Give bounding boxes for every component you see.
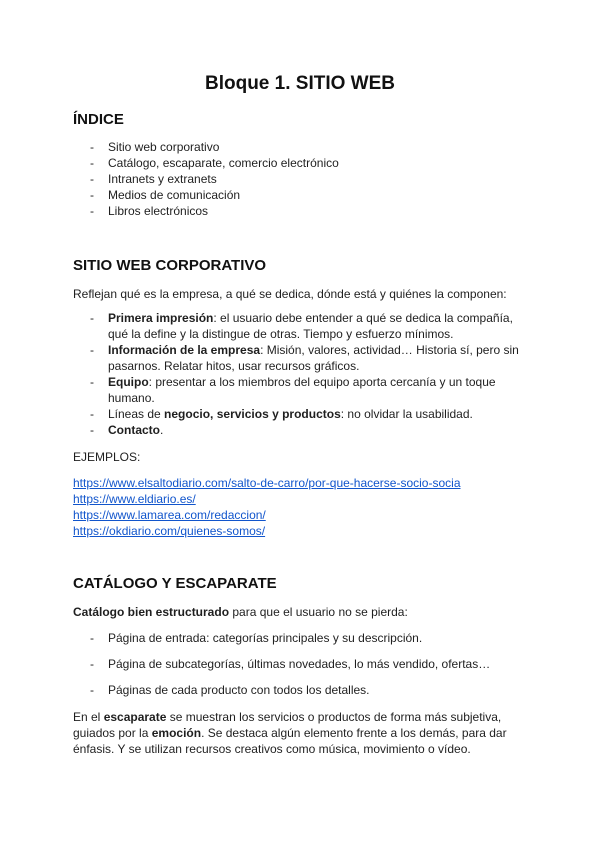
- example-link[interactable]: https://okdiario.com/quienes-somos/: [73, 524, 266, 538]
- example-link[interactable]: https://www.elsaltodiario.com/salto-de-carro/por-que-hacerse-socio-socia: [73, 476, 461, 490]
- catalogo-intro: [73, 604, 528, 620]
- indice-heading: ÍNDICE: [73, 111, 124, 128]
- para-text: En el: [73, 710, 104, 724]
- item-bold: Contacto: [108, 423, 160, 437]
- catalogo-heading: CATÁLOGO Y ESCAPARATE: [73, 575, 277, 592]
- escaparate-paragraph: [73, 709, 533, 757]
- item-pre: Líneas de: [108, 407, 165, 421]
- indice-item: - Libros electrónicos: [73, 203, 533, 219]
- document-title: Bloque 1. SITIO WEB: [204, 73, 395, 94]
- item-text: : presentar a los miembros del equipo aporta cercanía y un toque humano.: [108, 375, 496, 405]
- corporativo-item: [73, 374, 533, 406]
- corporativo-intro: Reflejan qué es la empresa, a qué se dedica, dónde está y quiénes la componen:: [73, 287, 507, 301]
- intro-text: para que el usuario no se pierda:: [229, 605, 408, 619]
- catalogo-item: - Página de entrada: categorías principales y su descripción.: [73, 630, 533, 646]
- catalogo-item: - Páginas de cada producto con todos los detalles.: [73, 682, 533, 698]
- examples-label: EJEMPLOS:: [73, 450, 141, 464]
- para-bold: escaparate: [103, 710, 167, 724]
- corporativo-heading: SITIO WEB CORPORATIVO: [73, 257, 267, 274]
- corporativo-item: [73, 342, 533, 374]
- item-bold: negocio, servicios y productos: [164, 407, 341, 421]
- item-bold: Información de la empresa: [108, 343, 261, 357]
- indice-list: [73, 139, 533, 219]
- item-bold: Equipo: [108, 375, 149, 389]
- para-text: se muestran los servicios o productos de forma más subjetiva, guiados por la: [73, 710, 502, 740]
- item-bold: Primera impresión: [108, 311, 214, 325]
- example-link[interactable]: https://www.eldiario.es/: [73, 492, 196, 506]
- corporativo-item: [73, 310, 533, 342]
- corporativo-item: [73, 422, 533, 438]
- item-text: : el usuario debe entender a qué se dedica la compañía, qué la define y la distingue de otras. Tiempo y esfuerzo mínimos.: [108, 311, 513, 341]
- indice-item: - Catálogo, escaparate, comercio electrónico: [73, 155, 533, 171]
- intro-bold: Catálogo bien estructurado: [73, 605, 230, 619]
- para-text: . Se destaca algún elemento frente a los demás, para dar énfasis. Y se utilizan recursos creativos como música, movimiento o vídeo.: [73, 726, 507, 756]
- item-text: : no olvidar la usabilidad.: [340, 407, 473, 421]
- para-bold: emoción: [151, 726, 202, 740]
- item-text: .: [160, 423, 164, 437]
- catalogo-list: [73, 630, 533, 698]
- corporativo-item: [73, 406, 533, 422]
- examples-links: [73, 475, 528, 539]
- corporativo-list: [73, 310, 533, 438]
- indice-item: - Intranets y extranets: [73, 171, 533, 187]
- item-text: : Misión, valores, actividad… Historia sí, pero sin pasarnos. Relatar hitos, usar recursos gráficos.: [108, 343, 519, 373]
- indice-item: - Medios de comunicación: [73, 187, 533, 203]
- catalogo-item: - Página de subcategorías, últimas novedades, lo más vendido, ofertas…: [73, 656, 533, 672]
- indice-item: - Sitio web corporativo: [73, 139, 533, 155]
- example-link[interactable]: https://www.lamarea.com/redaccion/: [73, 508, 266, 522]
